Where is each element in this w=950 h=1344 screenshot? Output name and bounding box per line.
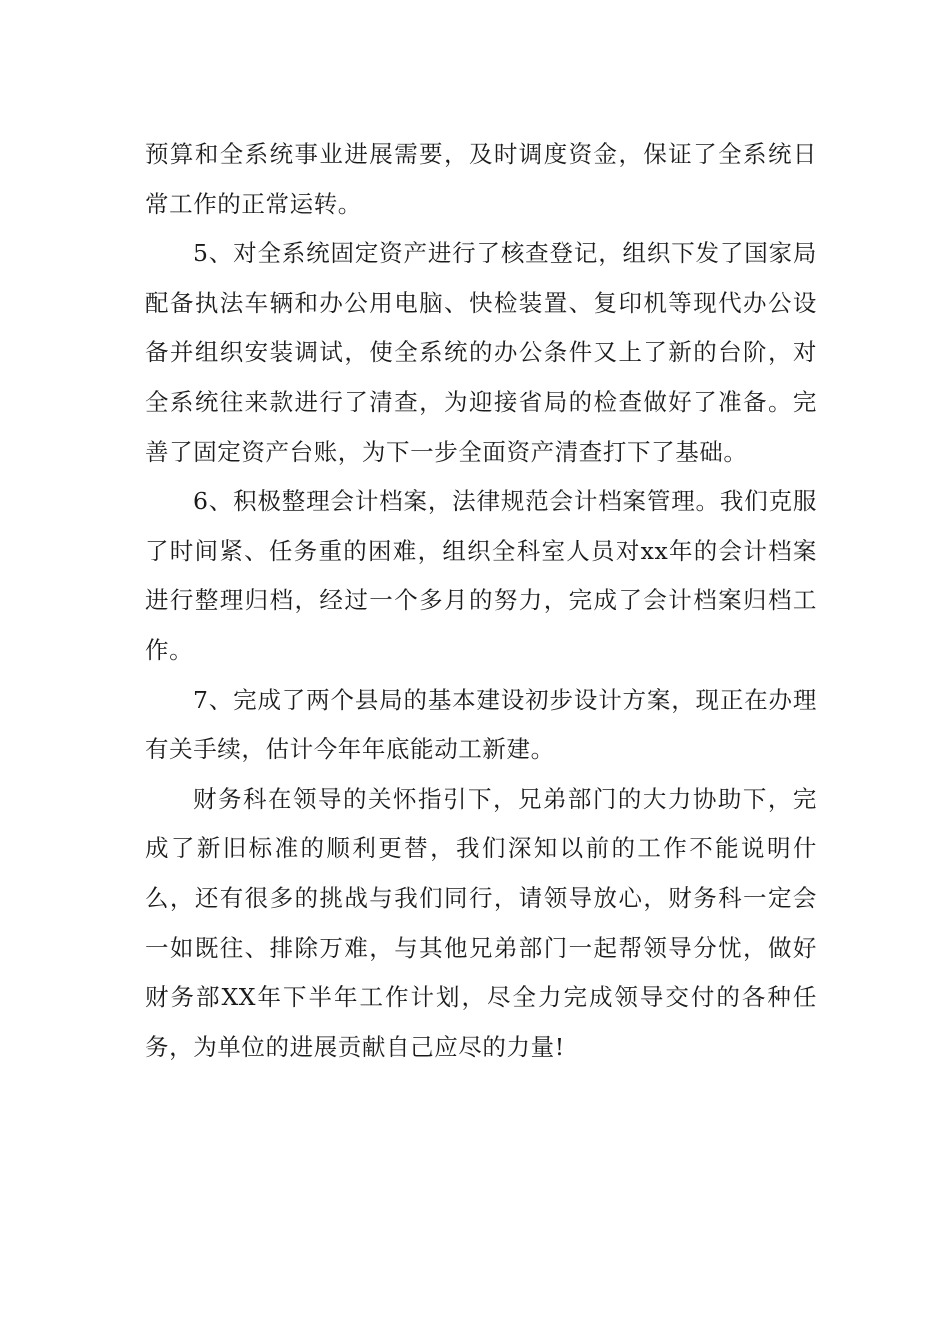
paragraph-item-5: 5、对全系统固定资产进行了核查登记，组织下发了国家局配备执法车辆和办公用电脑、快检装置、复印机等现代办公设备并组织安装调试，使全系统的办公条件又上了新的台阶，对全系统往来款进行了清查，为迎接省局的检查做好了准备。完善了固定资产台账，为下一步全面资产清查打下了基础。 bbox=[145, 239, 817, 466]
document-body bbox=[145, 130, 817, 1072]
paragraph-item-7: 7、完成了两个县局的基本建设初步设计方案，现正在办理有关手续，估计今年年底能动工新建。 bbox=[145, 685, 817, 764]
paragraph-conclusion: 财务科在领导的关怀指引下，兄弟部门的大力协助下，完成了新旧标准的顺利更替，我们深知以前的工作不能说明什么，还有很多的挑战与我们同行，请领导放心，财务科一定会一如既往、排除万难，与其他兄弟部门一起帮领导分忧，做好财务部XX年下半年工作计划，尽全力完成领导交付的各种任务，为单位的进展贡献自己应尽的力量! bbox=[145, 784, 817, 1061]
paragraph-item-6: 6、积极整理会计档案，法律规范会计档案管理。我们克服了时间紧、任务重的困难，组织全科室人员对xx年的会计档案进行整理归档，经过一个多月的努力，完成了会计档案归档工作。 bbox=[145, 487, 817, 664]
paragraph-budget-continuation: 预算和全系统事业进展需要，及时调度资金，保证了全系统日常工作的正常运转。 bbox=[145, 140, 817, 218]
